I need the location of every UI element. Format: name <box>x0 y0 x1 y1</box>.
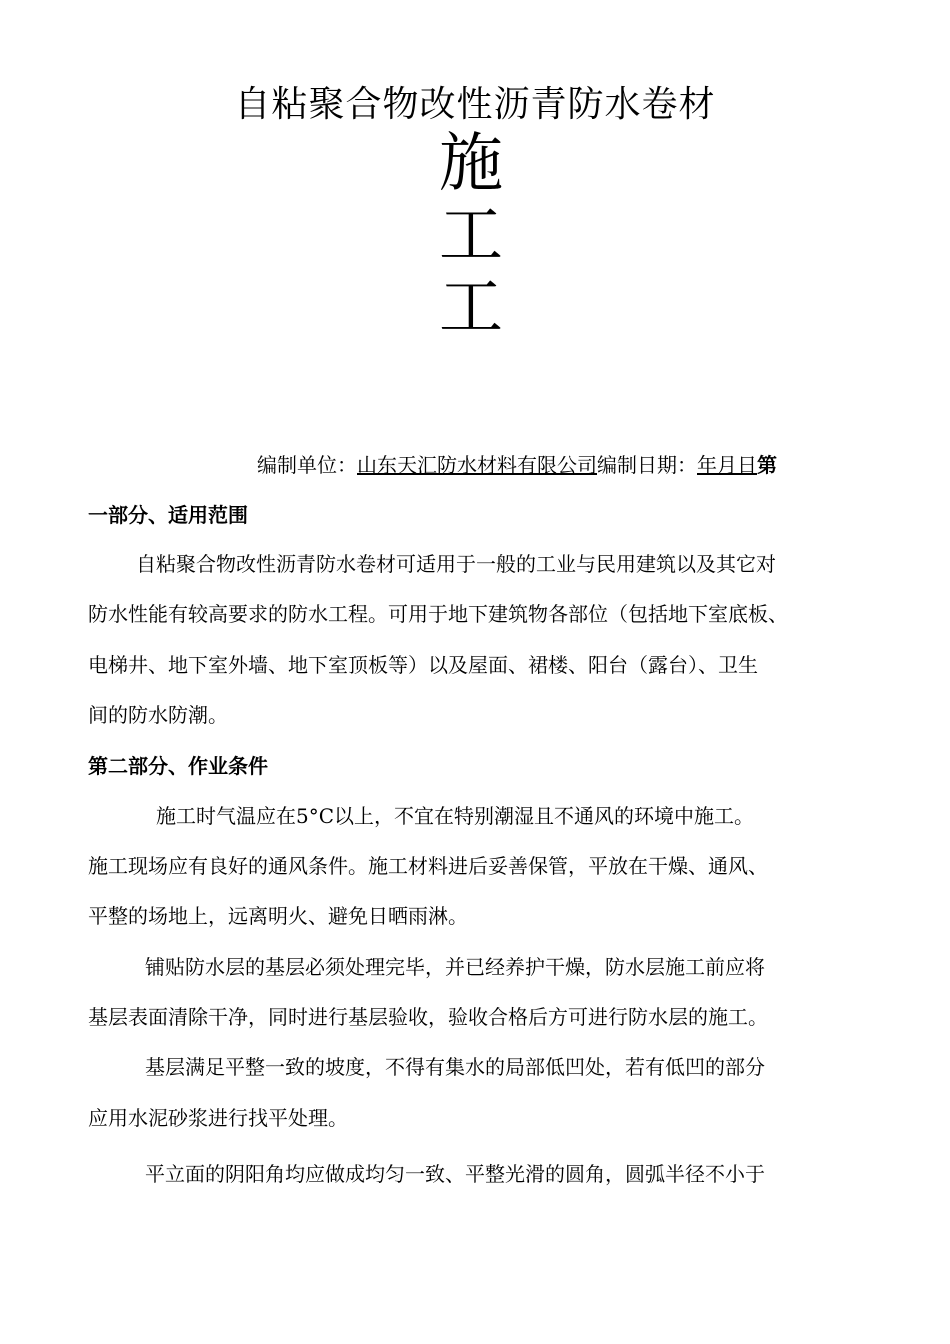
section1-heading: 一部分、适用范围 <box>88 503 248 527</box>
section2-para3-line-1: 基层满足平整一致的坡度，不得有集水的局部低凹处，若有低凹的部分 <box>145 1055 765 1079</box>
section2-para2-line-2: 基层表面清除干净，同时进行基层验收，验收合格后方可进行防水层的施工。 <box>88 1005 768 1029</box>
section2-para1-line-1: 施工时气温应在5°C以上，不宜在特别潮湿且不通风的环境中施工。 <box>156 804 755 828</box>
date-label: 编制日期： <box>597 453 697 477</box>
section2-para1-line-2: 施工现场应有良好的通风条件。施工材料进后妥善保管，平放在干燥、通风、 <box>88 854 768 878</box>
section2-para4-line-1: 平立面的阴阳角均应做成均匀一致、平整光滑的圆角，圆弧半径不小于 <box>145 1162 765 1186</box>
unit-value: 山东天汇防水材料有限公司 <box>357 453 597 477</box>
title-char-1: 施 <box>439 127 503 201</box>
section1-line-1: 自粘聚合物改性沥青防水卷材可适用于一般的工业与民用建筑以及其它对 <box>136 552 776 576</box>
section2-para1-line-3: 平整的场地上，远离明火、避免日晒雨淋。 <box>88 904 468 928</box>
section-heading-fragment: 第 <box>757 453 777 477</box>
title-char-3: 工 <box>439 271 503 345</box>
section1-line-3: 电梯井、地下室外墙、地下室顶板等）以及屋面、裙楼、阳台（露台）、卫生 <box>88 653 758 677</box>
unit-label: 编制单位： <box>257 453 357 477</box>
section2-para2-line-1: 铺贴防水层的基层必须处理完毕，并已经养护干燥，防水层施工前应将 <box>145 955 765 979</box>
section2-para3-line-2: 应用水泥砂浆进行找平处理。 <box>88 1106 348 1130</box>
section1-line-4: 间的防水防潮。 <box>88 703 228 727</box>
compilation-meta <box>257 450 777 480</box>
document-title: 自粘聚合物改性沥青防水卷材 <box>234 84 716 125</box>
section2-heading: 第二部分、作业条件 <box>88 754 268 778</box>
title-char-2: 工 <box>439 199 503 273</box>
date-value: 年月日 <box>697 453 757 477</box>
section1-line-2: 防水性能有较高要求的防水工程。可用于地下建筑物各部位（包括地下室底板、 <box>88 602 788 626</box>
